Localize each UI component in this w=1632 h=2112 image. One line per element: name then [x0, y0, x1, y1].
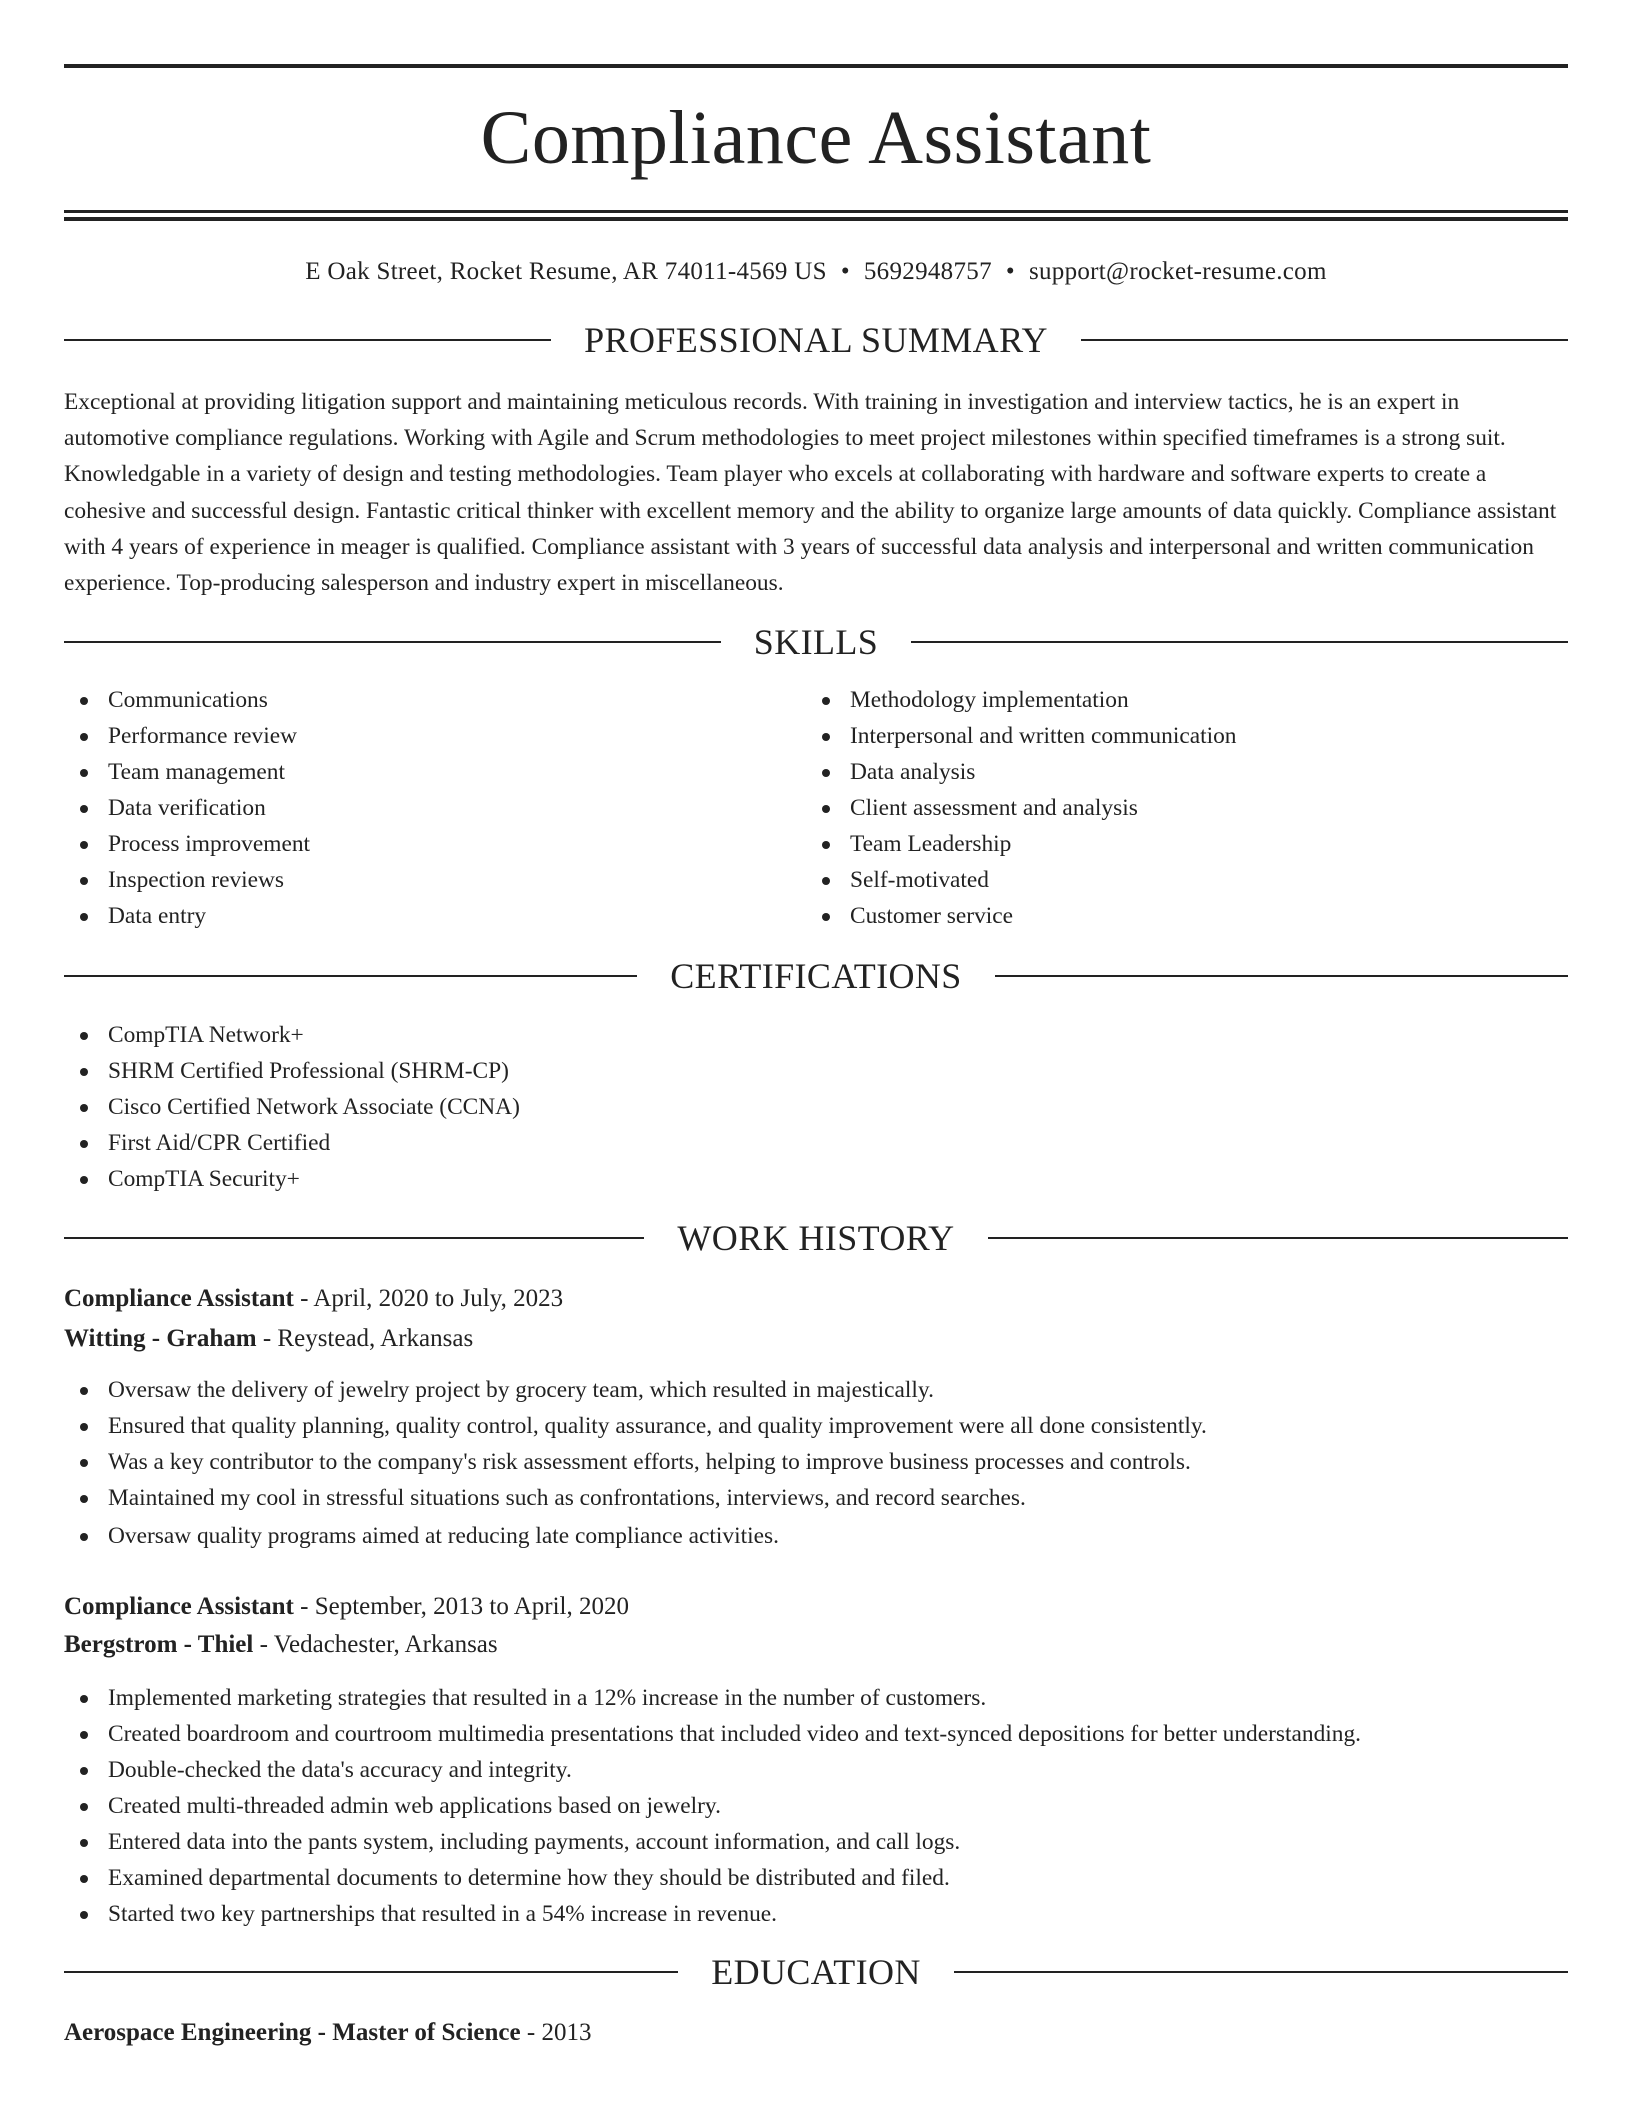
contact-separator: • — [840, 258, 850, 285]
skill-item: Team Leadership — [806, 826, 1548, 862]
job-company: Bergstrom - Thiel — [64, 1631, 254, 1659]
job-duty: Was a key contributor to the company's risk assessment efforts, helping to improve business processes and controls. — [64, 1444, 1568, 1480]
skill-item: Inspection reviews — [64, 862, 806, 898]
skills-list-left — [64, 682, 806, 934]
skill-item: Data entry — [64, 898, 806, 934]
contact-line — [64, 257, 1568, 287]
job-duty: Ensured that quality planning, quality control, quality assurance, and quality improvement were all done consistently. — [64, 1408, 1568, 1444]
skill-item: Self-motivated — [806, 862, 1548, 898]
heading-rule — [64, 975, 637, 977]
job-duty: Examined departmental documents to determine how they should be distributed and filed. — [64, 1860, 1568, 1896]
job-duties-list — [64, 1372, 1568, 1554]
address: E Oak Street, Rocket Resume, AR 74011-4569 US — [305, 258, 827, 285]
certification-item: SHRM Certified Professional (SHRM-CP) — [64, 1053, 1568, 1089]
heading-rule — [64, 339, 551, 341]
skills-column-right — [806, 682, 1548, 934]
education-year: - 2013 — [520, 2019, 592, 2047]
skill-item: Communications — [64, 682, 806, 718]
job-entry — [64, 1588, 1568, 1932]
skills-columns — [64, 682, 1568, 934]
education-entry — [64, 2014, 1568, 2052]
heading-rule — [911, 641, 1568, 643]
summary-text: Exceptional at providing litigation support and maintaining meticulous records. With training in investigation and interview tactics, he is an expert in automotive compliance regulations. Working with Agile and Scrum methodologies to meet project milestones within specified timeframes is a strong suit. Knowledgable in a variety of design and testing methodologies. Team player who excels at collaborating with hardware and software experts to create a cohesive and successful design. Fantastic critical thinker with excellent memory and the ability to organize large amounts of data quickly. Compliance assistant with 4 years of experience in meager is qualified. Compliance assistant with 3 years of successful data analysis and interpersonal and written communication experience. Top-producing salesperson and industry expert in miscellaneous. — [64, 389, 1557, 597]
education-heading: EDUCATION — [711, 1952, 921, 1993]
resume-name: Compliance Assistant — [480, 96, 1152, 180]
job-company: Witting - Graham — [64, 1325, 257, 1353]
job-duty: Entered data into the pants system, including payments, account information, and call logs. — [64, 1824, 1568, 1860]
job-duty: Maintained my cool in stressful situations such as confrontations, interviews, and record searches. — [64, 1480, 1568, 1516]
skill-item: Performance review — [64, 718, 806, 754]
job-title-line — [64, 1280, 1568, 1318]
job-title: Compliance Assistant — [64, 1285, 294, 1313]
certification-item: CompTIA Security+ — [64, 1161, 1568, 1197]
phone: 5692948757 — [863, 258, 992, 285]
certifications-heading: CERTIFICATIONS — [670, 956, 962, 997]
work-history-section-heading — [64, 1218, 1568, 1258]
skill-item: Data analysis — [806, 754, 1548, 790]
contact-separator: • — [1005, 258, 1015, 285]
top-rule — [64, 64, 1568, 68]
job-duty: Oversaw the delivery of jewelry project by grocery team, which resulted in majestically. — [64, 1372, 1568, 1408]
heading-rule — [64, 1237, 644, 1239]
skills-column-left — [64, 682, 806, 934]
job-duty: Double-checked the data's accuracy and integrity. — [64, 1752, 1568, 1788]
resume-page — [64, 64, 1568, 2052]
job-duty: Implemented marketing strategies that resulted in a 12% increase in the number of customers. — [64, 1680, 1568, 1716]
job-location: - Vedachester, Arkansas — [253, 1631, 498, 1659]
skill-item: Interpersonal and written communication — [806, 718, 1548, 754]
summary-section-heading — [64, 320, 1568, 360]
skills-heading: SKILLS — [753, 622, 879, 663]
job-duty: Created boardroom and courtroom multimedia presentations that included video and text-synced depositions for better understanding. — [64, 1716, 1568, 1752]
header-double-rule — [64, 210, 1568, 221]
heading-rule — [1081, 339, 1568, 341]
job-location: - Reystead, Arkansas — [256, 1325, 474, 1353]
job-duty: Started two key partnerships that resulted in a 54% increase in revenue. — [64, 1896, 1568, 1932]
work-history-heading: WORK HISTORY — [677, 1218, 955, 1259]
job-company-line — [64, 1320, 1568, 1358]
skill-item: Customer service — [806, 898, 1548, 934]
certification-item: First Aid/CPR Certified — [64, 1125, 1568, 1161]
job-title-line — [64, 1588, 1568, 1626]
skill-item: Methodology implementation — [806, 682, 1548, 718]
education-degree: Aerospace Engineering - Master of Science — [64, 2019, 521, 2047]
skills-list-right — [806, 682, 1548, 934]
certification-item: CompTIA Network+ — [64, 1017, 1568, 1053]
heading-rule — [64, 1971, 678, 1973]
certifications-section-heading — [64, 956, 1568, 996]
skill-item: Data verification — [64, 790, 806, 826]
job-company-line — [64, 1626, 1568, 1664]
heading-rule — [64, 641, 721, 643]
certifications-list — [64, 1017, 1568, 1197]
job-duty: Oversaw quality programs aimed at reducing late compliance activities. — [64, 1518, 1568, 1554]
heading-rule — [954, 1971, 1568, 1973]
job-duties-list — [64, 1680, 1568, 1932]
education-section-heading — [64, 1952, 1568, 1992]
skill-item: Process improvement — [64, 826, 806, 862]
job-dates: - April, 2020 to July, 2023 — [293, 1285, 564, 1313]
skill-item: Team management — [64, 754, 806, 790]
job-entry — [64, 1280, 1568, 1554]
skills-section-heading — [64, 622, 1568, 662]
job-duty: Created multi-threaded admin web applications based on jewelry. — [64, 1788, 1568, 1824]
email: support@rocket-resume.com — [1028, 258, 1327, 285]
heading-rule — [988, 1237, 1568, 1239]
job-title: Compliance Assistant — [64, 1593, 294, 1621]
heading-rule — [995, 975, 1568, 977]
summary-heading: PROFESSIONAL SUMMARY — [584, 320, 1048, 360]
skill-item: Client assessment and analysis — [806, 790, 1548, 826]
certification-item: Cisco Certified Network Associate (CCNA) — [64, 1089, 1568, 1125]
job-dates: - September, 2013 to April, 2020 — [293, 1593, 629, 1621]
